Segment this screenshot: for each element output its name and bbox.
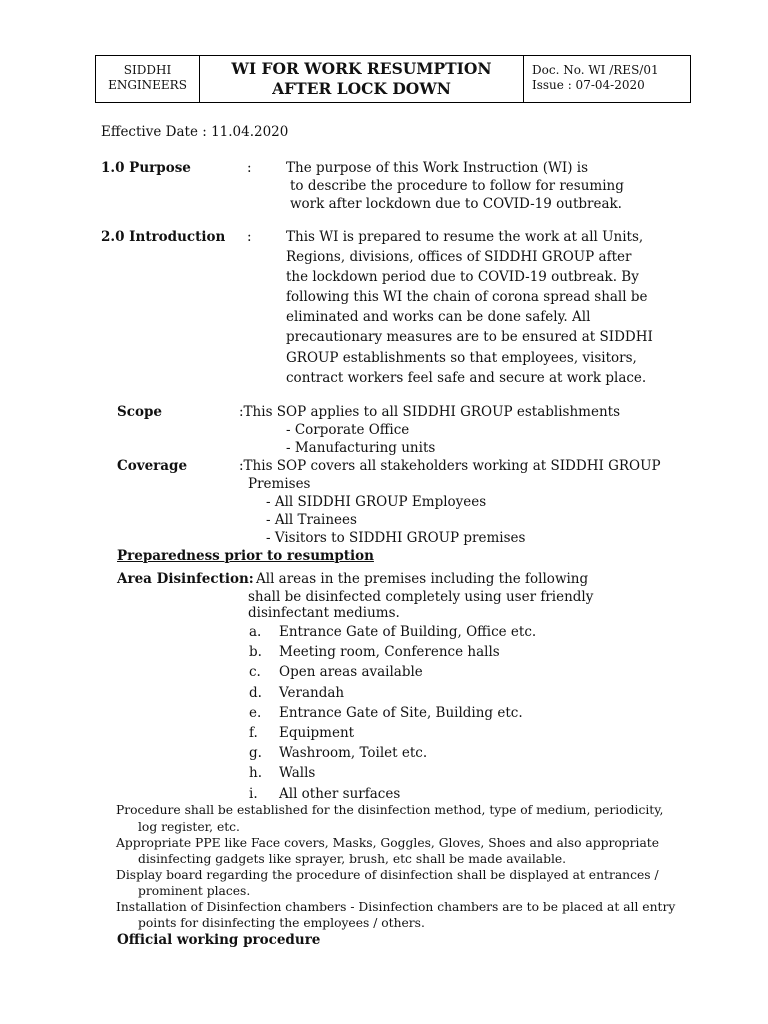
list-item: Entrance Gate of Site, Building etc. [279,705,523,721]
scope-text: :This SOP applies to all SIDDHI GROUP establishments [239,404,620,420]
procedure-line: Installation of Disinfection chambers - Disinfection chambers are to be placed at all entry [116,900,676,914]
purpose-line: work after lockdown due to COVID-19 outbreak. [290,196,622,212]
document-title-line2: AFTER LOCK DOWN [272,79,451,98]
company-name-line2: ENGINEERS [108,78,187,92]
company-name-cell [96,56,200,102]
introduction-line: GROUP establishments so that employees, visitors, [286,350,637,366]
procedure-line: Procedure shall be established for the disinfection method, type of medium, periodicity, [116,803,664,817]
list-item-letter: d. [249,685,262,701]
list-item-letter: a. [249,624,262,640]
list-item: Equipment [279,725,355,741]
list-item-letter: f. [249,725,258,741]
procedure-line: prominent places. [138,884,251,898]
document-meta-cell [524,56,690,102]
scope-item: - Manufacturing units [286,440,436,456]
introduction-colon: : [247,229,252,245]
official-working-heading: Official working procedure [117,932,321,948]
introduction-line: Regions, divisions, offices of SIDDHI GROUP after [286,249,632,265]
list-item: Entrance Gate of Building, Office etc. [279,624,537,640]
purpose-line: to describe the procedure to follow for resuming [290,178,624,194]
area-disinfection-line: shall be disinfected completely using user friendly [248,589,594,605]
preparedness-heading: Preparedness prior to resumption [117,548,374,564]
list-item: Verandah [279,685,345,701]
document-title-cell [200,56,524,102]
area-disinfection-line: All areas in the premises including the following [256,571,589,587]
coverage-item: - All SIDDHI GROUP Employees [266,494,487,510]
procedure-line: Appropriate PPE like Face covers, Masks, Goggles, Gloves, Shoes and also appropriate [116,836,659,850]
coverage-text: :This SOP covers all stakeholders working at SIDDHI GROUP [239,458,661,474]
list-item-letter: i. [249,786,258,802]
coverage-item: - All Trainees [266,512,357,528]
coverage-text-continued: Premises [248,476,311,492]
list-item-letter: c. [249,664,261,680]
list-item: Open areas available [279,664,423,680]
coverage-item: - Visitors to SIDDHI GROUP premises [266,530,526,546]
list-item-letter: e. [249,705,262,721]
scope-label: Scope [117,404,163,420]
doc-number: Doc. No. WI /RES/01 [532,63,659,77]
list-item: All other surfaces [279,786,401,802]
area-disinfection-line: disinfectant mediums. [248,605,400,621]
list-item-letter: g. [249,745,262,761]
introduction-line: the lockdown period due to COVID-19 outbreak. By [286,269,639,285]
purpose-label: 1.0 Purpose [101,160,191,176]
procedure-line: disinfecting gadgets like sprayer, brush, etc shall be made available. [138,852,567,866]
procedure-line: log register, etc. [138,820,240,834]
purpose-colon: : [247,160,252,176]
company-name-line1: SIDDHI [123,63,172,77]
list-item-letter: h. [249,765,262,781]
list-item-letter: b. [249,644,262,660]
effective-date: Effective Date : 11.04.2020 [101,124,289,140]
procedure-line: points for disinfecting the employees / others. [138,916,425,930]
list-item: Walls [279,765,316,781]
introduction-label: 2.0 Introduction [101,229,226,245]
list-item: Washroom, Toilet etc. [279,745,428,761]
introduction-line: precautionary measures are to be ensured at SIDDHI [286,329,653,345]
issue-date: Issue : 07-04-2020 [532,78,645,92]
document-title-line1: WI FOR WORK RESUMPTION [231,59,492,78]
introduction-line: eliminated and works can be done safely. All [286,309,591,325]
scope-item: - Corporate Office [286,422,410,438]
document-header [95,55,691,103]
procedure-line: Display board regarding the procedure of disinfection shall be displayed at entrances / [116,868,659,882]
purpose-line: The purpose of this Work Instruction (WI) is [286,160,589,176]
introduction-line: This WI is prepared to resume the work at all Units, [286,229,644,245]
introduction-line: following this WI the chain of corona spread shall be [286,289,648,305]
introduction-line: contract workers feel safe and secure at work place. [286,370,647,386]
area-disinfection-label: Area Disinfection: [117,571,254,587]
list-item: Meeting room, Conference halls [279,644,500,660]
coverage-label: Coverage [117,458,188,474]
